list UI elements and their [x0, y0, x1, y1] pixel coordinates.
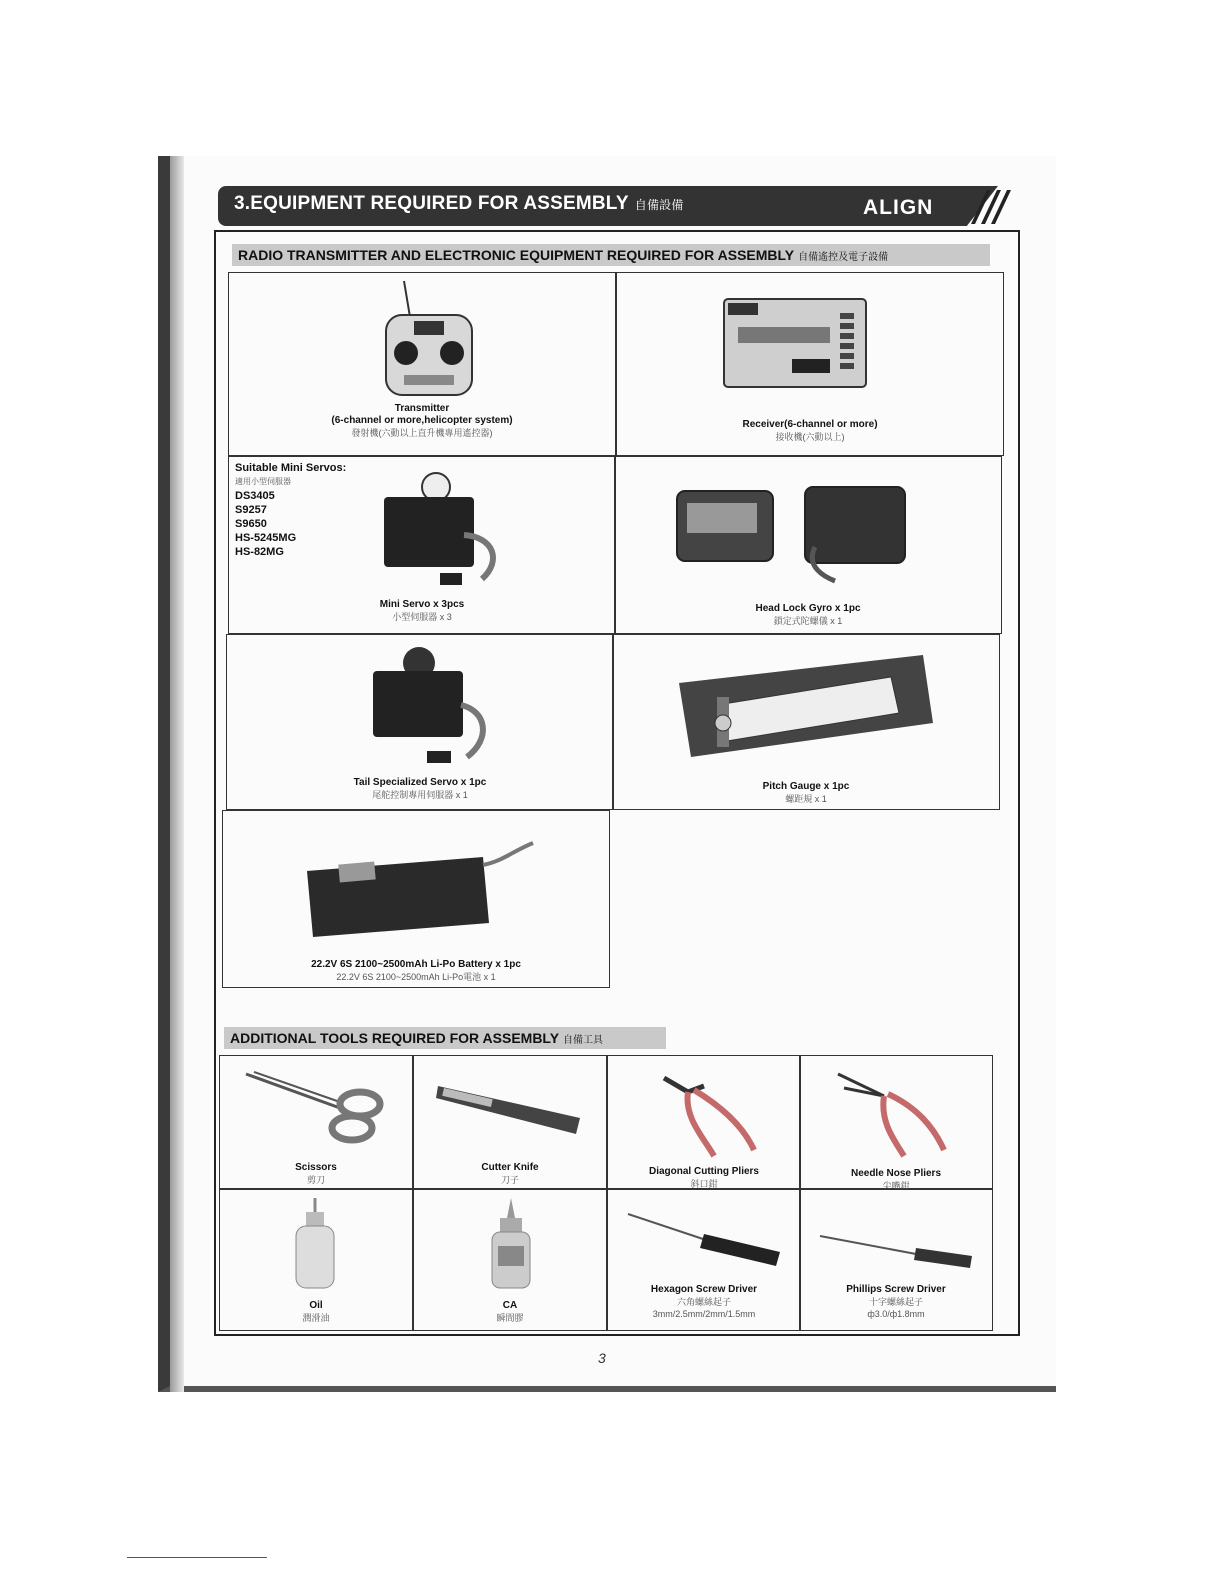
section-heading-tools: ADDITIONAL TOOLS REQUIRED FOR ASSEMBLY 自備工具 — [224, 1027, 666, 1049]
battery-label — [223, 959, 609, 983]
align-logo: ALIGN — [863, 196, 934, 219]
servo-list-title-cn: 適用小型伺服器 — [235, 477, 291, 486]
tool-label — [414, 1300, 606, 1324]
mini-servo-cell — [228, 456, 616, 634]
pitch-gauge-label — [613, 781, 999, 805]
servo-model: HS-82MG — [235, 546, 284, 558]
ca-glue-icon — [486, 1196, 536, 1292]
pitch-gauge-name: Pitch Gauge x 1pc — [762, 781, 850, 792]
tail-servo-icon — [365, 645, 495, 771]
mini-servo-cn: 小型伺服器 x 3 — [392, 612, 452, 622]
tail-servo-label — [227, 777, 613, 801]
servo-list-title: Suitable Mini Servos: — [235, 462, 347, 474]
tool-cn: 刀子 — [500, 1175, 519, 1185]
section-heading-electronics: RADIO TRANSMITTER AND ELECTRONIC EQUIPMENT REQUIRED FOR ASSEMBLY 自備遙控及電子設備 — [232, 244, 990, 266]
logo-stripes-icon — [953, 188, 1013, 226]
receiver-cn: 接收機(六動以上) — [775, 432, 845, 442]
tail-servo-cell — [226, 634, 614, 810]
page-number: 3 — [598, 1350, 606, 1366]
banner-title: 3.EQUIPMENT REQUIRED FOR ASSEMBLY 自備設備 — [234, 193, 684, 214]
tool-label — [800, 1284, 992, 1320]
gyro-name: Head Lock Gyro x 1pc — [755, 603, 861, 614]
tool-name: Cutter Knife — [481, 1162, 539, 1173]
tail-servo-cn: 尾舵控制專用伺服器 x 1 — [372, 790, 468, 800]
cutter-knife-icon — [434, 1078, 584, 1138]
tool-cn: 斜口鉗 — [690, 1179, 718, 1189]
receiver-label — [617, 419, 1003, 443]
banner-title-cn: 自備設備 — [634, 198, 684, 212]
tool-name: Phillips Screw Driver — [846, 1284, 946, 1295]
mini-servo-icon — [374, 465, 514, 595]
tool-label — [220, 1300, 412, 1324]
servo-model: S9650 — [235, 518, 267, 530]
transmitter-cell — [228, 272, 616, 456]
tool-cn: 剪刀 — [306, 1175, 325, 1185]
phillips-screwdriver-icon — [816, 1230, 976, 1270]
tool-cell — [607, 1055, 801, 1189]
section-heading-tools-cn: 自備工具 — [563, 1035, 604, 1046]
battery-cn: 22.2V 6S 2100~2500mAh Li-Po電池 x 1 — [336, 972, 496, 982]
tool-cell — [219, 1189, 413, 1331]
pitch-gauge-cell — [612, 634, 1000, 810]
tool-label — [608, 1284, 800, 1320]
tool-cell — [799, 1189, 993, 1331]
oil-bottle-icon — [290, 1196, 340, 1292]
tool-cn: 潤滑油 — [302, 1313, 330, 1323]
hexagon-screwdriver-icon — [624, 1208, 784, 1268]
scissors-icon — [240, 1068, 390, 1146]
servo-list — [235, 461, 346, 559]
tool-name: Scissors — [295, 1162, 337, 1173]
tail-servo-name: Tail Specialized Servo x 1pc — [353, 777, 487, 788]
tool-label — [608, 1166, 800, 1190]
tool-spec: ф3.0/ф1.8mm — [867, 1309, 925, 1319]
gyro-icon — [675, 477, 925, 587]
transmitter-sub: (6-channel or more,helicopter system) — [331, 415, 513, 426]
tool-cell — [413, 1189, 607, 1331]
binding-gutter — [170, 156, 184, 1392]
tool-cn: 瞬間膠 — [496, 1313, 524, 1323]
servo-model: S9257 — [235, 504, 267, 516]
tool-name: Needle Nose Pliers — [850, 1168, 942, 1179]
needle-nose-pliers-icon — [834, 1068, 954, 1158]
tool-cell — [607, 1189, 801, 1331]
tool-cell — [219, 1055, 413, 1189]
section-heading-electronics-cn: 自備遙控及電子設備 — [798, 252, 889, 263]
tool-label — [220, 1162, 412, 1186]
receiver-name: Receiver(6-channel or more) — [742, 419, 878, 430]
tool-name: Hexagon Screw Driver — [650, 1284, 758, 1295]
section-banner — [218, 186, 1018, 226]
battery-cell — [222, 810, 610, 988]
tool-spec: 3mm/2.5mm/2mm/1.5mm — [652, 1309, 756, 1319]
mini-servo-label — [229, 599, 615, 623]
pitch-gauge-icon — [677, 653, 937, 763]
battery-icon — [303, 831, 543, 941]
tool-label — [414, 1162, 606, 1186]
gyro-cell — [614, 456, 1002, 634]
diagonal-pliers-icon — [644, 1068, 764, 1158]
tool-name: Oil — [309, 1300, 323, 1311]
receiver-icon — [722, 297, 868, 389]
tool-cn: 六角螺絲起子 — [676, 1297, 731, 1307]
electronics-grid — [226, 272, 1004, 988]
tool-name: Diagonal Cutting Pliers — [648, 1166, 759, 1177]
servo-model: HS-5245MG — [235, 532, 297, 544]
transmitter-name: Transmitter — [394, 403, 450, 414]
gyro-cn: 鎖定式陀螺儀 x 1 — [773, 616, 843, 626]
pitch-gauge-cn: 螺距規 x 1 — [785, 794, 827, 804]
gyro-label — [615, 603, 1001, 627]
mini-servo-name: Mini Servo x 3pcs — [379, 599, 465, 610]
transmitter-cn: 發射機(六動以上直升機專用遙控器) — [351, 428, 493, 438]
tool-cell — [799, 1055, 993, 1189]
transmitter-icon — [374, 279, 484, 405]
transmitter-label — [229, 403, 615, 439]
tool-cn: 尖嘴鉗 — [882, 1181, 910, 1191]
footnote-rule — [127, 1557, 267, 1558]
tool-cell — [413, 1055, 607, 1189]
battery-name: 22.2V 6S 2100~2500mAh Li-Po Battery x 1pc — [311, 959, 521, 970]
tools-grid — [219, 1055, 994, 1331]
tool-name: CA — [502, 1300, 518, 1311]
receiver-cell — [616, 272, 1004, 456]
tool-cn: 十字螺絲起子 — [868, 1297, 923, 1307]
servo-model: DS3405 — [235, 490, 275, 502]
